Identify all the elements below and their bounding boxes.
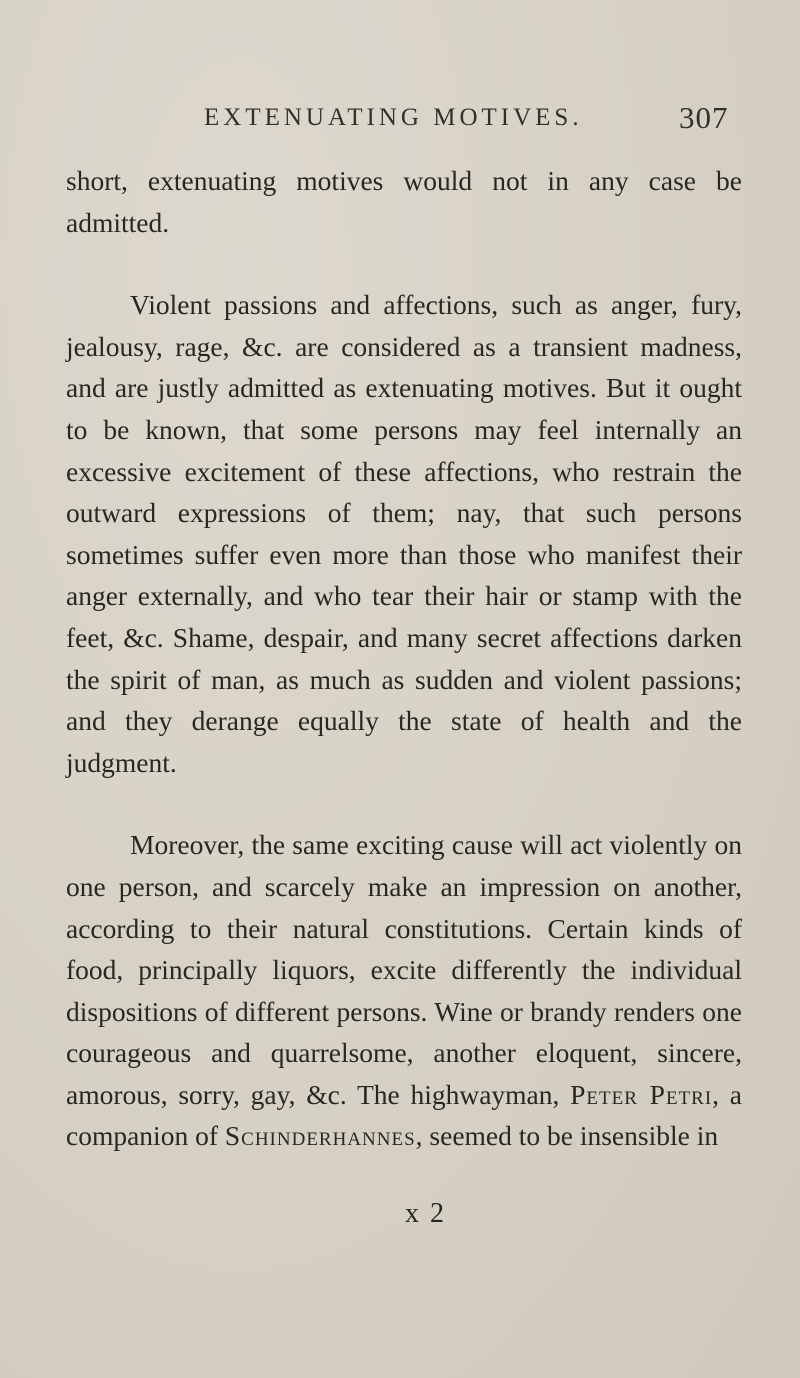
paragraph-text-part: , seemed to be insensible in: [415, 1120, 719, 1152]
running-head-title: EXTENUATING MOTIVES.: [204, 104, 583, 131]
person-name-peter-petri: Peter Petri: [570, 1078, 713, 1110]
paragraph-exciting-cause: [66, 824, 742, 1157]
paragraph-violent-passions: Violent passions and affections, such as anger, fury, jealousy, rage, &c. are considered as a transient madness, and are justly admitted as extenuating motives. But it ought to be known, that some persons may feel internally an excessive excitement of these affections, who restrain the outward expressions of them; nay, that such persons sometimes suffer even more than those who manifest their anger externally, and who tear their hair or stamp with the feet, &c. Shame, despair, and many secret affections darken the spirit of man, as much as sudden and violent passions; and they derange equally the state of health and the judgment.: [66, 289, 742, 778]
person-name-schinderhannes: Schinderhannes: [224, 1120, 416, 1152]
paragraph-text-part: Moreover, the same exciting cause will act violently on one person, and scarcely make an impression on another, according to their natural constitutions. Certain kinds of food, principally liquors, excite differently the individual dispositions of different persons. Wine or brandy renders one courageous and quarrelsome, another eloquent, sincere, amorous, sorry, gay, &c. The highwayman,: [66, 829, 742, 1110]
body-text: [66, 160, 742, 1157]
running-head: [204, 100, 744, 144]
paragraph-continuation: short, extenuating motives would not in any case be admitted.: [66, 165, 742, 238]
signature-mark: x 2: [405, 1198, 446, 1229]
page-number: 307: [679, 100, 729, 135]
paragraph-text-part: , a companion of: [66, 1078, 742, 1152]
